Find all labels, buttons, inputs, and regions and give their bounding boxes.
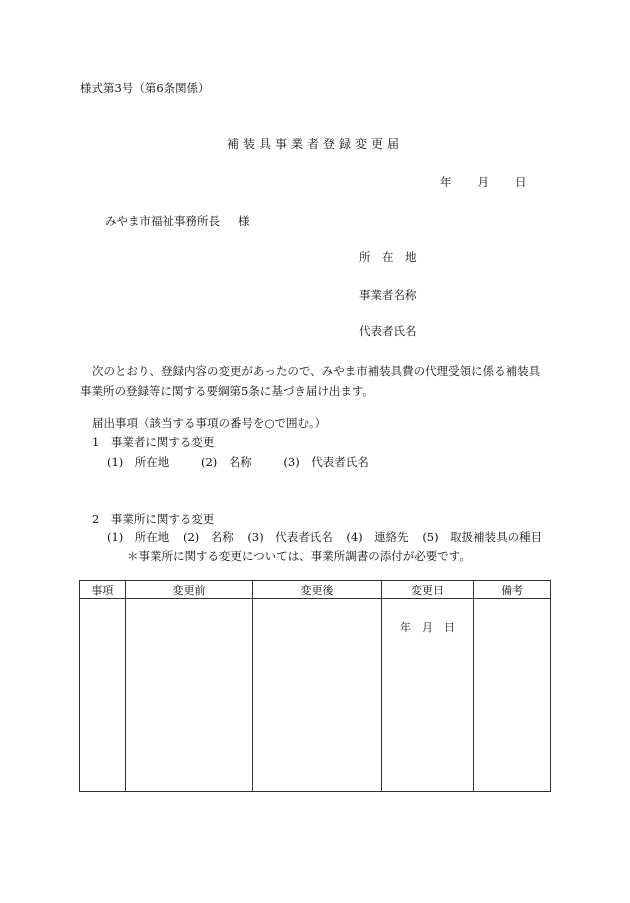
col-header-item: 事項: [80, 581, 126, 599]
document-title: 補装具事業者登録変更届: [226, 137, 403, 151]
change-table: [79, 580, 551, 792]
field-business-name-label: 事業者名称: [359, 288, 417, 302]
date-year: 年: [440, 175, 452, 189]
date-month: 月: [477, 175, 489, 189]
section2-item: (1) 所在地: [107, 530, 170, 544]
section2-heading: 2 事業所に関する変更: [92, 512, 215, 526]
col-header-change-date: 変更日: [381, 581, 474, 599]
addressee: [105, 213, 250, 229]
cell-remarks[interactable]: [474, 599, 551, 792]
field-representative-label: 代表者氏名: [359, 324, 417, 338]
body-text: 次のとおり、登録内容の変更があったので、みやま市補装具費の代理受領に係る補装具事業所の登録等に関する要綱第5条に基づき届け出ます。: [80, 364, 541, 398]
section2-note: ＊事業所に関する変更については、事業所調書の添付が必要です。: [127, 549, 471, 563]
date-day: 日: [515, 175, 527, 189]
col-header-before: 変更前: [125, 581, 252, 599]
cell-change-date[interactable]: [381, 599, 474, 792]
section1-heading: 1 事業者に関する変更: [92, 435, 215, 449]
section2-item: (3) 代表者氏名: [247, 530, 333, 544]
addressee-honorific: 様: [238, 214, 250, 228]
table-row: [80, 599, 551, 792]
section2-items: [107, 529, 542, 545]
col-header-after: 変更後: [253, 581, 381, 599]
section1-item: (2) 名称: [200, 455, 252, 469]
section1-items: [107, 454, 369, 470]
cell-item[interactable]: [80, 599, 126, 792]
addressee-name: みやま市福祉事務所長: [105, 214, 220, 228]
notice-text: 届出事項（該当する事項の番号を○で囲む。）: [92, 416, 327, 430]
cell-before[interactable]: [125, 599, 252, 792]
date-line: [440, 174, 527, 190]
form-number: 様式第3号（第6条関係）: [80, 81, 210, 95]
col-header-remarks: 備考: [474, 581, 551, 599]
field-address-label: 所 在 地: [359, 250, 417, 264]
section1-item: (1) 所在地: [107, 455, 170, 469]
section1-item: (3) 代表者氏名: [283, 455, 369, 469]
section2-item: (4) 連絡先: [346, 530, 409, 544]
table-header-row: [80, 581, 551, 599]
section2-item: (2) 名称: [182, 530, 234, 544]
section2-item: (5) 取扱補装具の種目: [422, 530, 543, 544]
cell-after[interactable]: [253, 599, 381, 792]
change-date-placeholder: 年 月 日: [399, 621, 455, 634]
